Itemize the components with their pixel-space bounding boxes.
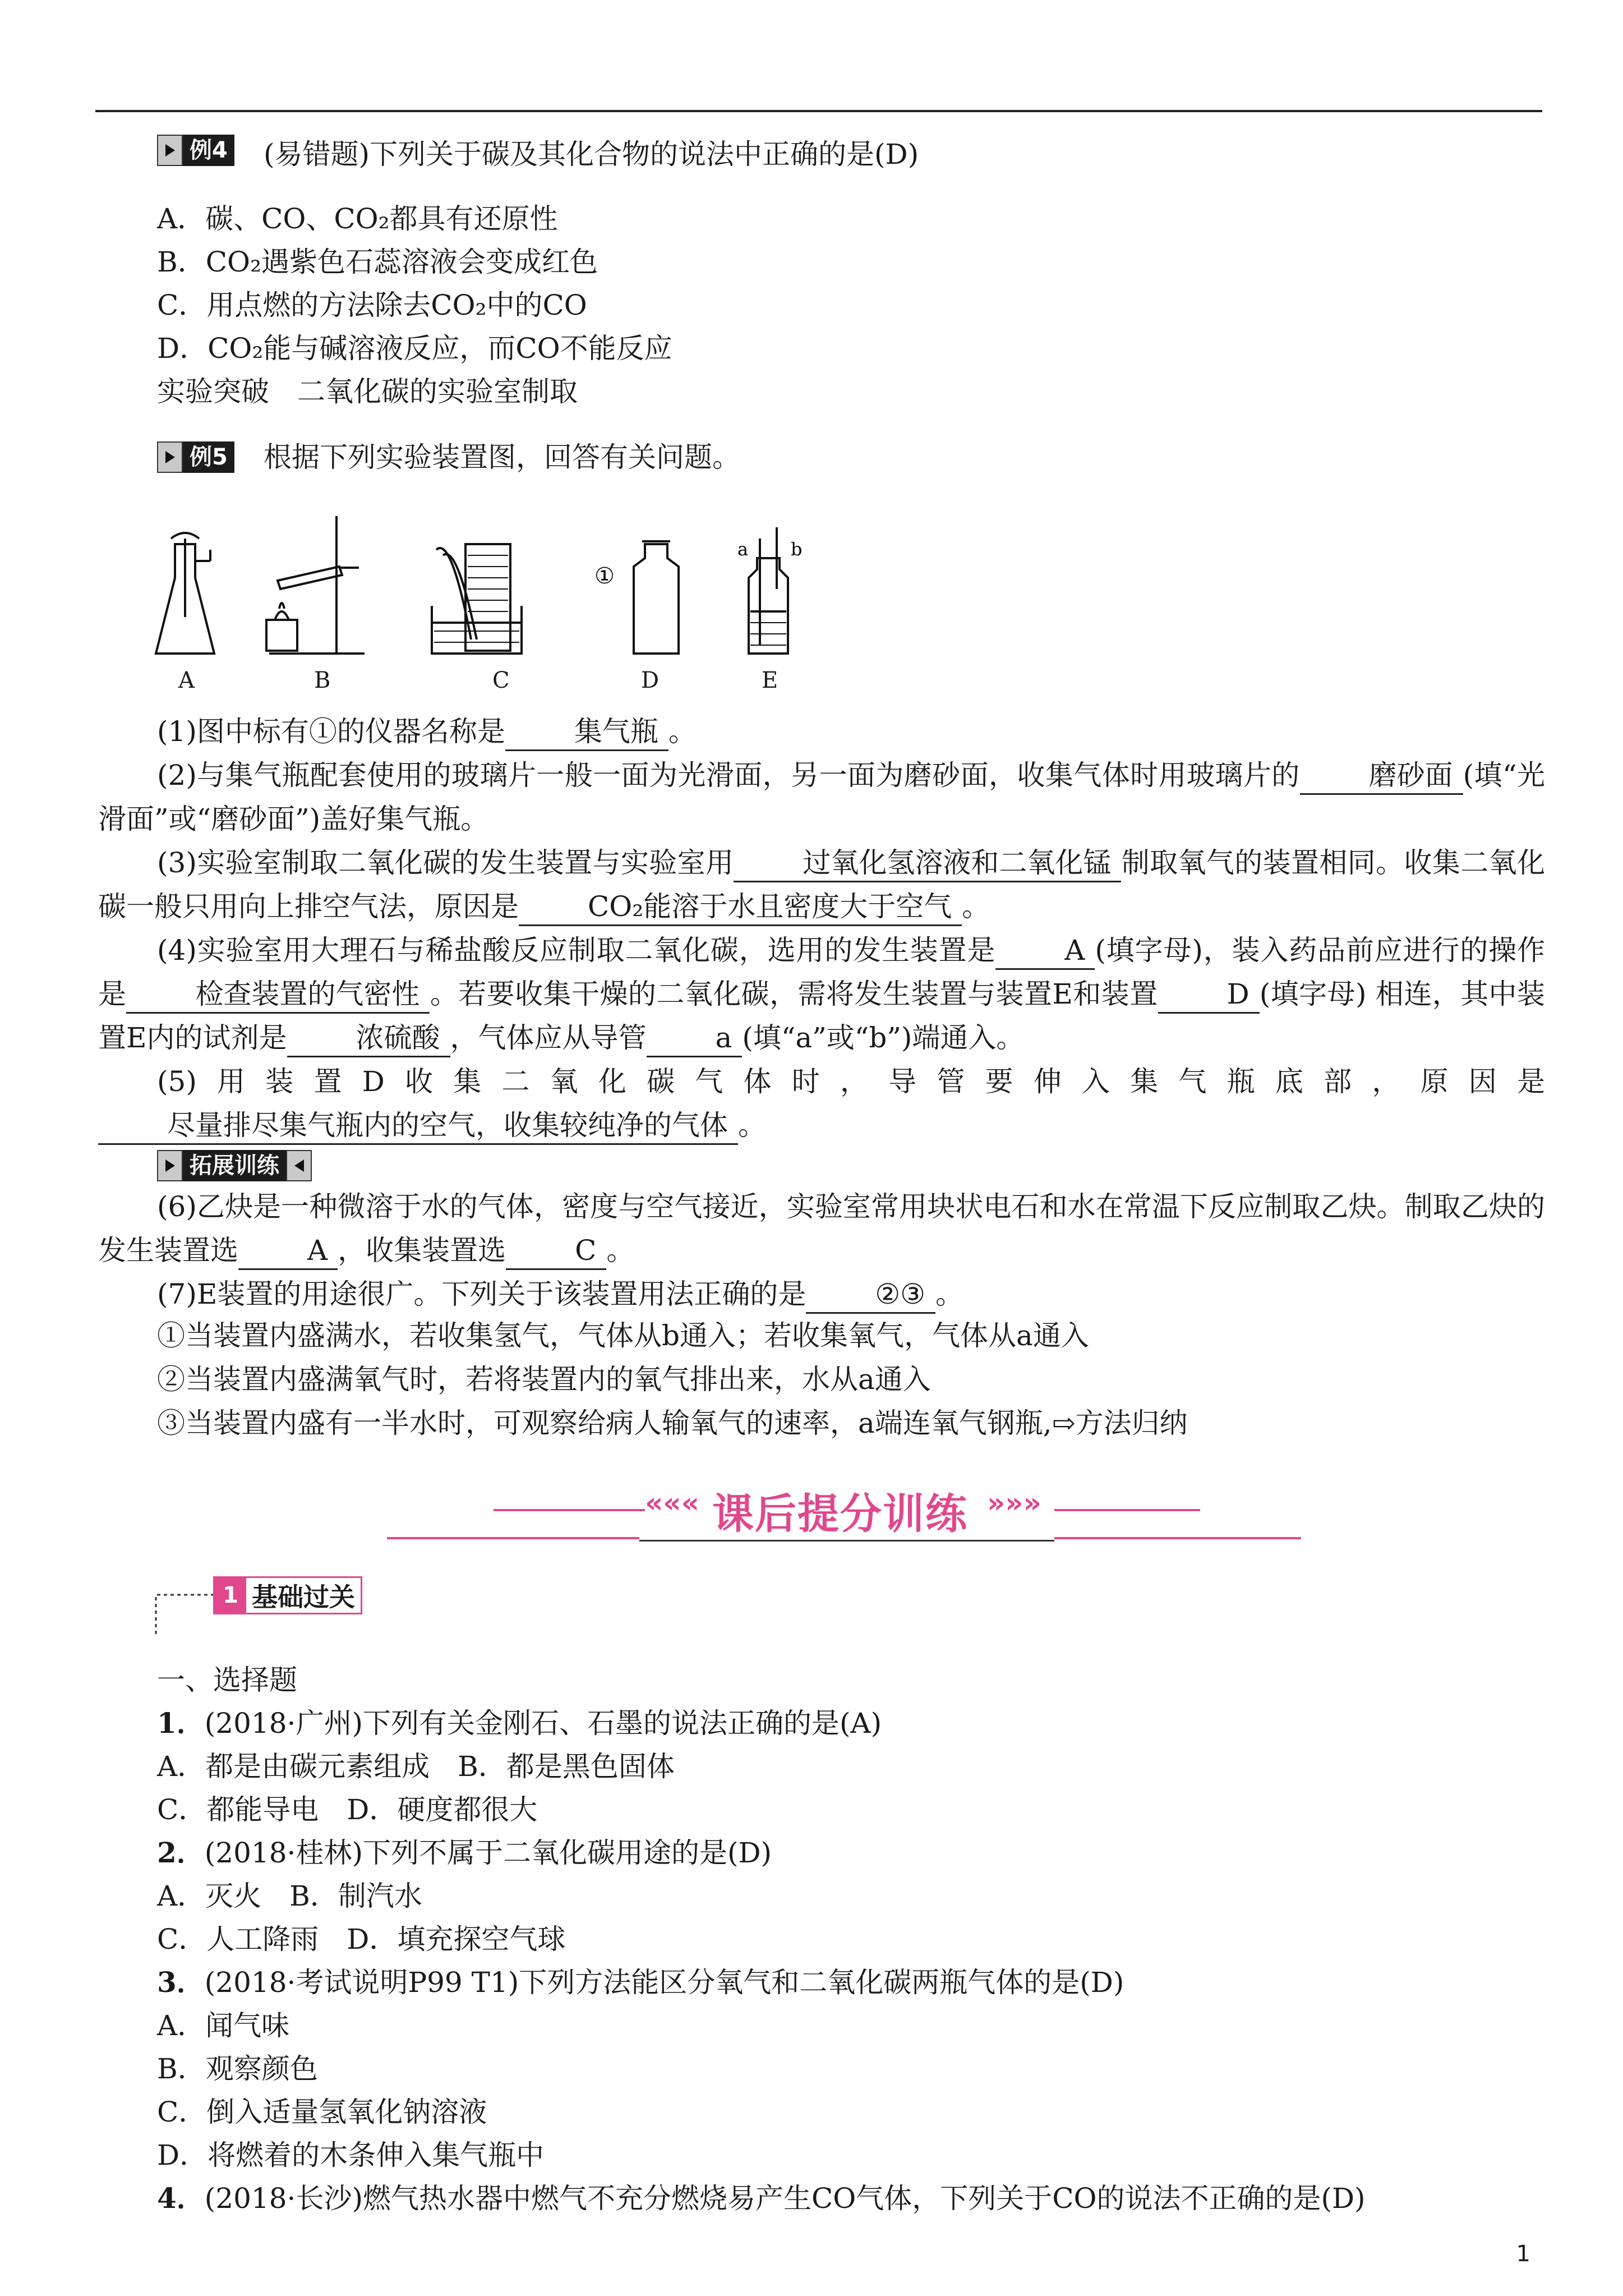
- usage-item-1: ①当装置内盛满水，若收集氢气，气体从b通入；若收集氧气，气体从a通入: [157, 1319, 1089, 1352]
- triangle-icon: [157, 135, 183, 166]
- label-c: C: [492, 668, 510, 693]
- ex4-option-a: A．碳、CO、CO₂都具有还原性: [157, 203, 558, 235]
- mcq-q3-option-b: B．观察颜色: [157, 2053, 318, 2085]
- section-title: 课后提分训练: [712, 1490, 968, 1538]
- example-5-badge: 例5: [157, 441, 234, 473]
- chevron-left-icon: «««: [645, 1487, 699, 1519]
- answer: 过氧化氢溶液和二氧化锰: [734, 845, 1121, 882]
- apparatus-c-trough: [432, 606, 522, 654]
- ex4-option-d: D．CO₂能与碱溶液反应，而CO不能反应: [157, 332, 672, 365]
- answer: ②③: [806, 1276, 935, 1314]
- mcq-q2-options-2: C．人工降雨 D．填充探空气球: [157, 1923, 566, 1955]
- section-line-right-lower: [1054, 1537, 1301, 1539]
- question-3: (3)实验室制取二氧化碳的发生装置与实验室用 过氧化氢溶液和二氧化锰 制取氧气的装置相同。收集二氧化碳一般只用向上排空气法，原因是 CO₂能溶于水且密度大于空气 。: [98, 841, 1545, 928]
- answer: 磨砂面: [1300, 757, 1463, 795]
- section-underline: [639, 1540, 1054, 1542]
- extension-badge: 拓展训练: [157, 1150, 312, 1181]
- ex4-option-c: C．用点燃的方法除去CO₂中的CO: [157, 289, 587, 321]
- example-5-stem: 根据下列实验装置图，回答有关问题。: [264, 441, 740, 473]
- chevron-right-icon: »»»: [987, 1487, 1041, 1519]
- mcq-q1-options-2: C．都能导电 D．硬度都很大: [157, 1793, 538, 1826]
- mcq-question-1: 1．(2018·广州)下列有关金刚石、石墨的说法正确的是(A): [157, 1706, 882, 1740]
- triangle-left-icon: [286, 1150, 312, 1181]
- label-b: B: [314, 668, 331, 693]
- question-6: (6)乙炔是一种微溶于水的气体，密度与空气接近，实验室常用块状电石和水在常温下反应制取乙炔。制取乙炔的发生装置选 A ，收集装置选 C 。: [98, 1185, 1545, 1272]
- mcq-q3-option-d: D．将燃着的木条伸入集气瓶中: [157, 2139, 545, 2171]
- section-line-left: [494, 1509, 645, 1511]
- answer: A: [995, 932, 1095, 970]
- answer: D: [1158, 976, 1260, 1014]
- question-1: (1)图中标有①的仪器名称是 集气瓶 。: [98, 710, 1545, 753]
- answer: A: [238, 1232, 338, 1270]
- example-4-badge: 例4: [157, 135, 234, 166]
- top-rule: [95, 110, 1542, 112]
- apparatus-diagram: [140, 505, 841, 668]
- mcq-heading: 一、选择题: [157, 1664, 297, 1696]
- label-a: A: [178, 668, 195, 693]
- answer: C: [506, 1232, 606, 1270]
- mcq-question-3: 3．(2018·考试说明P99 T1)下列方法能区分氧气和二氧化碳两瓶气体的是(D): [157, 1966, 1124, 1999]
- mcq-question-4: 4．(2018·长沙)燃气热水器中燃气不充分燃烧易产生CO气体，下列关于CO的说法不正确的是(D): [157, 2182, 1366, 2215]
- triangle-icon: [157, 441, 183, 473]
- answer: 尽量排尽集气瓶内的空气，收集较纯净的气体: [98, 1107, 738, 1145]
- usage-item-3: ③当装置内盛有一半水时，可观察给病人输氧气的速率，a端连氧气钢瓶,⇨方法归纳: [157, 1407, 1188, 1439]
- page-number: 1: [1516, 2241, 1530, 2267]
- answer: 集气瓶: [505, 714, 668, 751]
- label-d: D: [641, 668, 660, 693]
- mcq-q2-options-1: A．灭火 B．制汽水: [157, 1880, 422, 1912]
- mcq-q1-options-1: A．都是由碳元素组成 B．都是黑色固体: [157, 1750, 675, 1783]
- answer: CO₂能溶于水且密度大于空气: [519, 889, 962, 926]
- apparatus-e-bottle: [749, 558, 788, 654]
- answer: 检查装置的气密性: [126, 976, 430, 1014]
- triangle-icon: [157, 1150, 183, 1181]
- mcq-question-2: 2．(2018·桂林)下列不属于二氧化碳用途的是(D): [157, 1836, 772, 1869]
- tube-a-label: a: [737, 539, 749, 560]
- answer: 浓硫酸: [287, 1020, 450, 1057]
- basic-tag: 1 基础过关: [213, 1576, 362, 1614]
- lab-heading: 实验突破 二氧化碳的实验室制取: [157, 375, 578, 408]
- mcq-q3-option-c: C．倒入适量氢氧化钠溶液: [157, 2096, 487, 2128]
- tube-b-label: b: [791, 539, 803, 560]
- circle-one-label: ①: [594, 563, 615, 589]
- example-4-stem: (易错题)下列关于碳及其化合物的说法中正确的是(D): [264, 138, 919, 171]
- section-line-right: [1054, 1509, 1200, 1511]
- apparatus-d-bottle: [634, 544, 679, 654]
- question-5: (5)用装置D收集二氧化碳气体时，导管要伸入集气瓶底部，原因是尽量排尽集气瓶内的空气，收集较纯净的气体 。: [98, 1060, 1545, 1147]
- label-e: E: [762, 668, 778, 693]
- answer: a: [647, 1020, 743, 1057]
- mcq-q3-option-a: A．闻气味: [157, 2009, 290, 2042]
- usage-item-2: ②当装置内盛满氧气时，若将装置内的氧气排出来，水从a通入: [157, 1363, 931, 1396]
- section-line-left-lower: [387, 1537, 639, 1539]
- ex4-option-b: B．CO₂遇紫色石蕊溶液会变成红色: [157, 246, 598, 278]
- question-4: (4)实验室用大理石与稀盐酸反应制取二氧化碳，选用的发生装置是 A (填字母)，装入药品前应进行的操作是 检查装置的气密性 。若要收集干燥的二氧化碳，需将发生装置与装置E和装置 D (填字母) 相连，其中装置E内的试剂是 浓硫酸 ，气体应从导管 a (填“a”或“b”)端通入。: [98, 928, 1545, 1060]
- question-7: (7)E装置的用途很广。下列关于该装置用法正确的是 ②③ 。: [98, 1272, 1545, 1316]
- dotted-bracket: [151, 1590, 219, 1635]
- question-2: (2)与集气瓶配套使用的玻璃片一般一面为光滑面，另一面为磨砂面，收集气体时用玻璃片的 磨砂面 (填“光滑面”或“磨砂面”)盖好集气瓶。: [98, 753, 1545, 841]
